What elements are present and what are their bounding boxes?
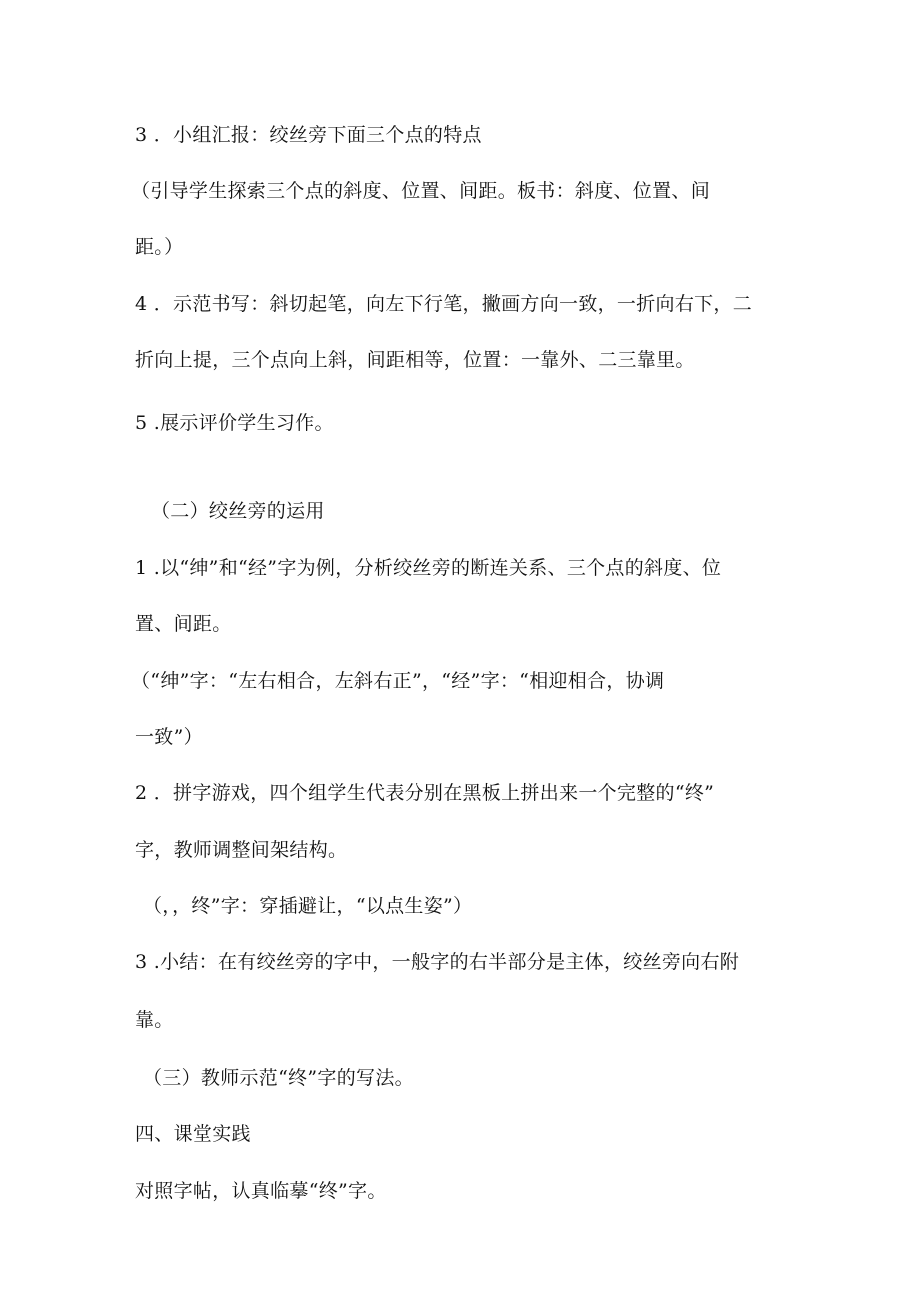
example-note-line-2: 一致”） (135, 726, 203, 748)
step-5-show-evaluate: 5 .展示评价学生习作。 (135, 412, 334, 434)
item-3-summary-line-1: 3 .小结：在有绞丝旁的字中，一般字的右半部分是主体，绞丝旁向右附 (135, 951, 740, 973)
zhong-note: （，，终”字：穿插避让，“以点生姿”） (143, 895, 473, 917)
section-4-heading: 四、课堂实践 (135, 1123, 251, 1145)
section-2-heading: （二）绞丝旁的运用 (151, 500, 325, 522)
item-3-summary-line-2: 靠。 (135, 1009, 174, 1031)
item-2-line-2: 字，教师调整间架结构。 (135, 839, 348, 861)
example-note-line-1: （“绅”字：“左右相合，左斜右正”，“经”字：“相迎相合，协调 (131, 670, 665, 692)
step-3-group-report: 3 ．小组汇报：绞丝旁下面三个点的特点 (135, 124, 482, 146)
step-4-demo-writing-line-1: 4 ．示范书写：斜切起笔，向左下行笔，撇画方向一致，一折向右下，二 (135, 293, 753, 315)
item-1-line-2: 置、间距。 (135, 613, 232, 635)
practice-instruction: 对照字帖，认真临摹“终”字。 (135, 1180, 387, 1202)
guide-note-line-1: （引导学生探索三个点的斜度、位置、间距。板书：斜度、位置、间 (131, 180, 711, 202)
step-4-demo-writing-line-2: 折向上提，三个点向上斜，间距相等，位置：一靠外、二三靠里。 (135, 349, 695, 371)
item-2-line-1: 2 ．拼字游戏，四个组学生代表分别在黑板上拼出来一个完整的“终” (135, 782, 715, 804)
guide-note-line-2: 距。） (135, 236, 184, 258)
item-1-line-1: 1 .以“绅”和“经”字为例，分析绞丝旁的断连关系、三个点的斜度、位 (135, 557, 722, 579)
section-3-heading: （三）教师示范“终”字的写法。 (143, 1067, 414, 1089)
